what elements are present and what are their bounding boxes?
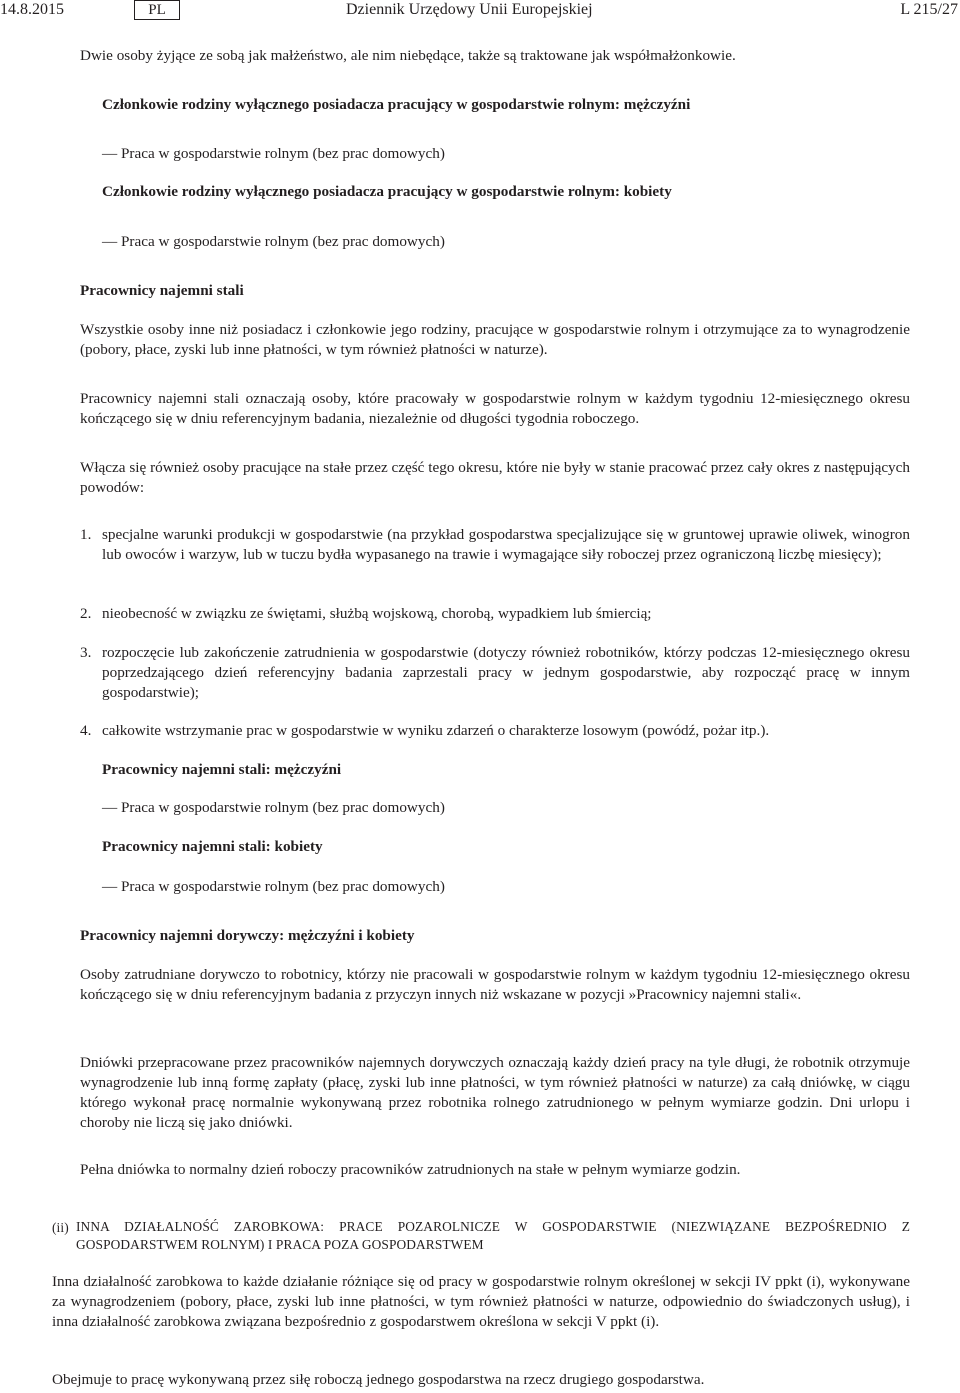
list-number: 4. <box>80 722 92 739</box>
page-number: L 215/27 <box>900 1 958 18</box>
paragraph-full-day: Pełna dniówka to normalny dzień roboczy pracowników zatrudnionych na stałe w pełnym wymiarze godzin. <box>80 1161 741 1178</box>
heading-family-women: Członkowie rodziny wyłącznego posiadacza pracujący w gospodarstwie rolnym: kobiety <box>102 183 672 200</box>
list-item: specjalne warunki produkcji w gospodarstwie (na przykład gospodarstwa specjalizujące się w gruntowej uprawie oliwek, winogron lub owoców i warzyw, lub w tuczu bydła wypasanego na trawie i wymagające siły roboczej przez ograniczoną liczbę miesięcy); <box>102 526 910 563</box>
page-header <box>0 0 960 24</box>
header-date: 14.8.2015 <box>0 1 64 18</box>
heading-regular-men: Pracownicy najemni stali: mężczyźni <box>102 761 342 778</box>
list-number: 3. <box>80 644 92 661</box>
list-item: rozpoczęcie lub zakończenie zatrudnienia w gospodarstwie (dotyczy również robotników, którzy podczas 12-miesięcznego okresu poprzedzającego dzień referencyjny badania zaprzestali pracy w jednym gospodarstwie, aby rozpocząć pracę w innym gospodarstwie); <box>102 644 910 701</box>
list-item: całkowite wstrzymanie prac w gospodarstwie w wyniku zdarzeń o charakterze losowym (powódź, pożar itp.). <box>102 722 770 739</box>
dash-item-work: — Praca w gospodarstwie rolnym (bez prac domowych) <box>102 145 445 162</box>
section-title: INNA DZIAŁALNOŚĆ ZAROBKOWA: PRACE POZAROLNICZE W GOSPODARSTWIE (NIEZWIĄZANE BEZPOŚREDNIO Z GOSPODARSTWEM ROLNYM) I PRACA POZA GOSPODARSTWEM <box>76 1219 910 1252</box>
dash-item-work: — Praca w gospodarstwie rolnym (bez prac domowych) <box>102 233 445 250</box>
heading-family-men: Członkowie rodziny wyłącznego posiadacza pracujący w gospodarstwie rolnym: mężczyźni <box>102 96 691 113</box>
heading-regular-workers: Pracownicy najemni stali <box>80 282 244 299</box>
list-item: nieobecność w związku ze świętami, służbą wojskową, chorobą, wypadkiem lub śmiercią; <box>102 605 652 622</box>
list-number: 1. <box>80 526 92 543</box>
paragraph-all-others: Wszystkie osoby inne niż posiadacz i członkowie jego rodziny, pracujące w gospodarstwie rolnym i otrzymujące za to wynagrodzenie (pobory, płace, zyski lub inne płatności, w tym również płatności w naturze). <box>80 321 910 358</box>
paragraph-working-days: Dniówki przepracowane przez pracowników najemnych dorywczych oznaczają każdy dzień pracy na tyle długi, że robotnik otrzymuje wynagrodzenie lub inną formę zapłaty (płacę, zyski lub inne płatności, w tym również płatności w naturze) za całą dniówkę, w ciągu którego wykonał pracę normalnie wykonywaną przez robotnika rolnego zatrudnionego w pełnym wymiarze godzin. Dni urlopu i choroby nie liczą się jako dniówki. <box>80 1054 910 1131</box>
dash-item-work: — Praca w gospodarstwie rolnym (bez prac domowych) <box>102 799 445 816</box>
paragraph-other-activity: Inna działalność zarobkowa to każde działanie różniące się od pracy w gospodarstwie rolnym określonej w sekcji IV ppkt (i), wykonywane za wynagrodzeniem (pobory, płace, zyski lub inne płatności, w tym również płatności w naturze, odpowiednio do świadczonych usług), i inna działalność zarobkowa związana bezpośrednio z gospodarstwem określona w sekcji V ppkt (i). <box>52 1273 910 1330</box>
heading-regular-women: Pracownicy najemni stali: kobiety <box>102 838 323 855</box>
paragraph-last: Obejmuje to pracę wykonywaną przez siłę roboczą jednego gospodarstwa na rzecz drugiego gospodarstwa. <box>52 1371 705 1388</box>
heading-casual-workers: Pracownicy najemni dorywczy: mężczyźni i kobiety <box>80 927 415 944</box>
paragraph-regular-definition: Pracownicy najemni stali oznaczają osoby, które pracowały w gospodarstwie rolnym w każdym tygodniu 12-miesięcznego okresu kończącego się w dniu referencyjnym badania, niezależnie od długości tygodnia roboczego. <box>80 390 910 427</box>
list-number: 2. <box>80 605 92 622</box>
paragraph-casual-definition: Osoby zatrudniane dorywczo to robotnicy, którzy nie pracowali w gospodarstwie rolnym w każdym tygodniu 12-miesięcznego okresu kończącego się w dniu referencyjnym badania z przyczyn innych niż wskazane w pozycji »Pracownicy najemni stali«. <box>80 966 910 1003</box>
intro-paragraph: Dwie osoby żyjące ze sobą jak małżeństwo, ale nim niebędące, także są traktowane jak współmałżonkowie. <box>80 47 736 64</box>
language-box: PL <box>134 0 180 20</box>
dash-item-work: — Praca w gospodarstwie rolnym (bez prac domowych) <box>102 878 445 895</box>
section-number: (ii) <box>52 1220 69 1235</box>
paragraph-also-included: Włącza się również osoby pracujące na stałe przez część tego okresu, które nie były w stanie pracować przez cały okres z następujących powodów: <box>80 459 910 496</box>
journal-title: Dziennik Urzędowy Unii Europejskiej <box>346 1 593 18</box>
